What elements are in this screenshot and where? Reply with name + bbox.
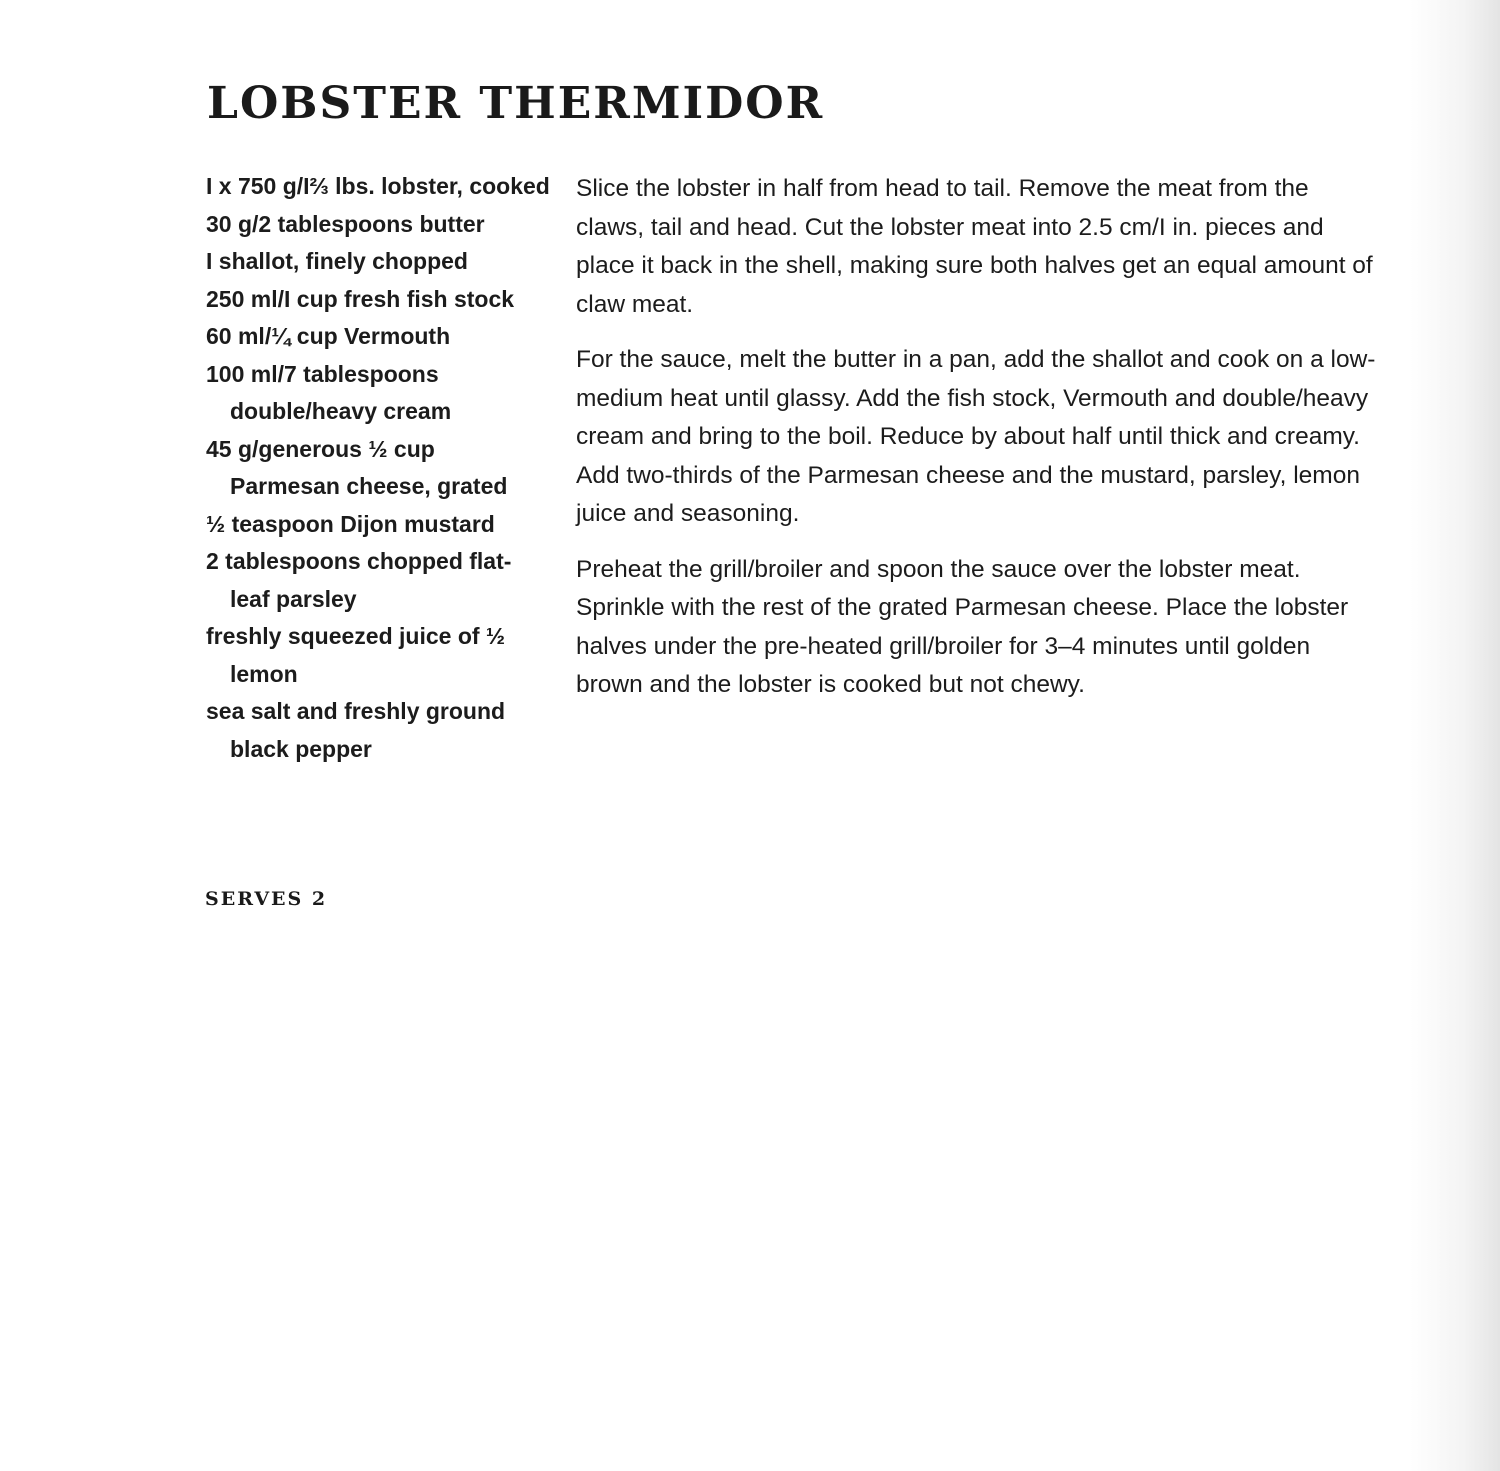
method-paragraph: Preheat the grill/broiler and spoon the sauce over the lobster meat. Sprinkle with the rest of the grated Parmesan cheese. Place the lobster halves under the pre-heated grill/broiler for 3–4 minutes until golden brown and the lobster is cooked but not chewy.	[576, 555, 1349, 698]
ingredient-item: I x 750 g/I⅔ lbs. lobster, cooked	[206, 173, 550, 199]
ingredient-item: I shallot, finely chopped	[206, 248, 468, 274]
ingredient-item: 100 ml/7 tablespoons double/heavy cream	[206, 360, 452, 424]
ingredient-item: 30 g/2 tablespoons butter	[206, 210, 485, 237]
ingredient-item: 2 tablespoons chopped flat-leaf parsley	[206, 548, 512, 612]
ingredient-item: 45 g/generous ½ cup Parmesan cheese, grated	[206, 435, 508, 499]
page-edge-shadow	[1410, 0, 1500, 1471]
ingredient-item: 60 ml/¼ cup Vermouth	[206, 323, 451, 349]
ingredient-item: sea salt and freshly ground black pepper	[206, 698, 506, 762]
ingredient-list	[206, 168, 551, 768]
method-paragraph: For the sauce, melt the butter in a pan, add the shallot and cook on a low-medium heat until glassy. Add the fish stock, Vermouth and double/heavy cream and bring to the boil. Reduce by about half until thick and creamy. Add two-thirds of the Parmesan cheese and the mustard, parsley, lemon juice and seasoning.	[576, 346, 1376, 527]
ingredient-item: freshly squeezed juice of ½ lemon	[206, 623, 506, 687]
ingredient-item: 250 ml/I cup fresh fish stock	[206, 285, 515, 312]
serves-label: SERVES 2	[205, 888, 328, 910]
ingredient-item: ½ teaspoon Dijon mustard	[206, 510, 495, 537]
method-paragraph: Slice the lobster in half from head to tail. Remove the meat from the claws, tail and head. Cut the lobster meat into 2.5 cm/I in. pieces and place it back in the shell, making sure both halves get an equal amount of claw meat.	[576, 175, 1373, 318]
method-section	[576, 170, 1376, 722]
recipe-title: LOBSTER THERMIDOR	[207, 78, 825, 129]
